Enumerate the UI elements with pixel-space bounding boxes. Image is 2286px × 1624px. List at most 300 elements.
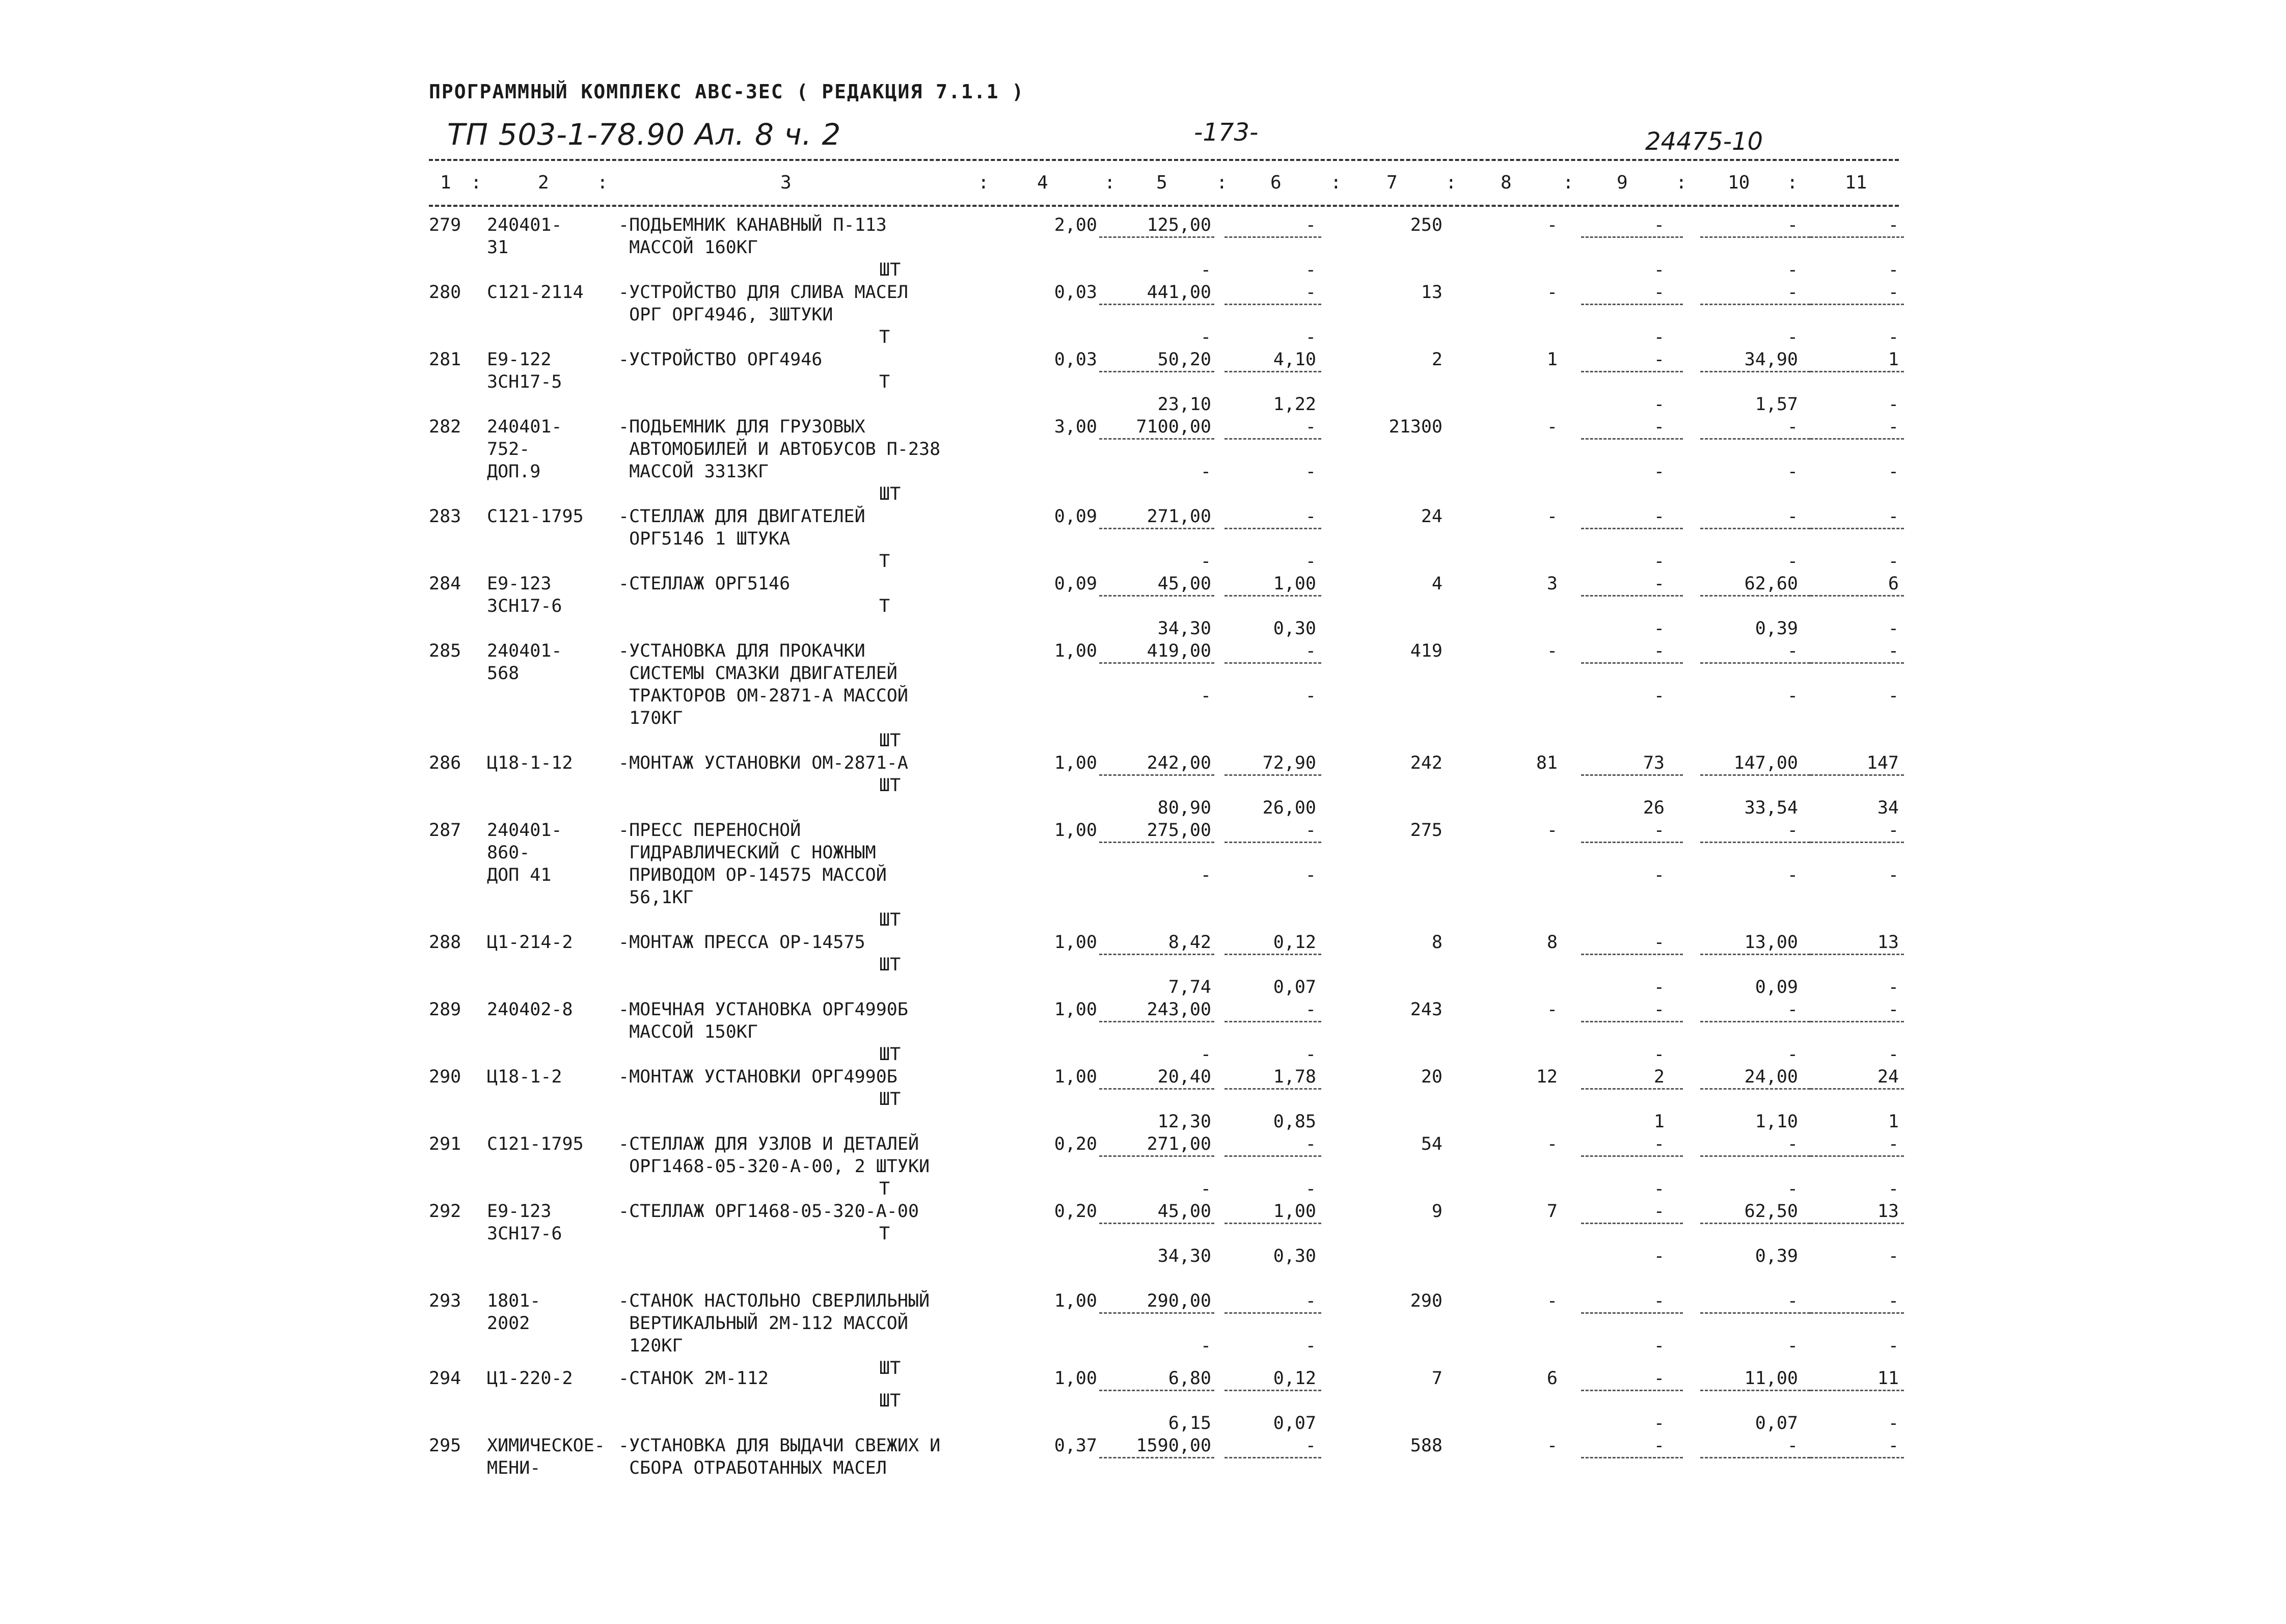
value-separator [1099,1223,1214,1224]
value-separator [1224,1021,1321,1022]
col10-value: - [1787,641,1798,661]
col11-value: - [1888,1291,1899,1311]
col5-value: 6,80 [1168,1368,1211,1389]
quantity: 0,09 [1054,506,1097,527]
unit-label: ШТ [879,1089,901,1109]
resource-name: -СТАНОК НАСТОЛЬНО СВЕРЛИЛЬНЫЙ ВЕРТИКАЛЬНЫЙ 2М-112 МАССОЙ 120КГ [618,1291,930,1356]
secondary-value: - [1787,462,1798,482]
column-separator: : [1330,172,1342,193]
column-number: 11 [1845,172,1867,193]
row-number: 287 [429,820,461,841]
column-number: 7 [1386,172,1398,193]
secondary-value: 0,30 [1273,618,1316,639]
secondary-value: - [1200,686,1211,706]
value-separator [1099,528,1214,529]
secondary-value: - [1305,865,1316,885]
value-separator [1581,1312,1683,1314]
col10-value: 62,50 [1744,1201,1798,1222]
value-separator [1810,595,1904,597]
row-number: 289 [429,999,461,1020]
value-separator [1810,1457,1904,1458]
column-number: 4 [1037,172,1048,193]
value-separator [1581,528,1683,529]
row-number: 294 [429,1368,461,1389]
col11-value: 6 [1888,574,1899,594]
unit-label: Т [879,372,890,392]
secondary-value: - [1305,551,1316,572]
value-separator [1224,236,1321,238]
unit-label: ШТ [879,955,901,975]
col8-value: - [1546,999,1558,1020]
quantity: 1,00 [1054,753,1097,773]
resource-code: С121-1795 [487,1134,584,1154]
quantity: 1,00 [1054,1067,1097,1087]
value-separator [1099,304,1214,305]
col7-value: 8 [1431,932,1443,953]
column-separator: : [1104,172,1115,193]
col7-value: 21300 [1389,417,1443,437]
secondary-value: - [1200,551,1211,572]
secondary-value: - [1305,1044,1316,1065]
value-separator [1810,1155,1904,1157]
resource-code: ХИМИЧЕСКОЕ- МЕНИ- [487,1436,605,1478]
value-separator [1700,1312,1810,1314]
resource-code: 240401- 860- ДОП 41 [487,820,562,885]
col6-value: - [1305,282,1316,303]
column-number: 5 [1156,172,1167,193]
column-number: 8 [1501,172,1512,193]
unit-label: Т [879,596,890,616]
secondary-value: 80,90 [1157,798,1211,818]
col9-value: - [1653,1134,1665,1154]
resource-name: -МОЕЧНАЯ УСТАНОВКА ОРГ4990Б МАССОЙ 150КГ [618,999,908,1042]
value-separator [1700,1021,1810,1022]
col7-value: 54 [1421,1134,1443,1154]
col5-value: 45,00 [1157,574,1211,594]
secondary-value: - [1888,618,1899,639]
secondary-value: - [1787,260,1798,280]
secondary-value: 0,07 [1273,1413,1316,1433]
resource-name: -ПОДЬЕМНИК ДЛЯ ГРУЗОВЫХ АВТОМОБИЛЕЙ И АВТОБУСОВ П-238 МАССОЙ 3313КГ [618,417,941,482]
row-number: 288 [429,932,461,953]
secondary-value: - [1653,1413,1665,1433]
col7-value: 242 [1410,753,1443,773]
col10-value: - [1787,215,1798,235]
secondary-value: - [1653,394,1665,415]
col5-value: 271,00 [1147,506,1211,527]
value-separator [1581,662,1683,664]
resource-name: -СТАНОК 2М-112 [618,1368,769,1389]
col9-value: - [1653,999,1665,1020]
secondary-value: 1 [1653,1112,1665,1132]
resource-code: Ц18-1-2 [487,1067,562,1087]
value-separator [1810,774,1904,776]
col9-value: - [1653,215,1665,235]
secondary-value: - [1200,260,1211,280]
secondary-value: - [1653,1336,1665,1356]
col7-value: 275 [1410,820,1443,841]
unit-label: ШТ [879,484,901,504]
col11-value: - [1888,820,1899,841]
col8-value: 3 [1546,574,1558,594]
resource-name: -ПОДЬЕМНИК КАНАВНЫЙ П-113 МАССОЙ 160КГ [618,215,887,258]
value-separator [1099,1088,1214,1090]
unit-label: ШТ [879,1044,901,1065]
value-separator [1099,954,1214,955]
value-separator [1224,304,1321,305]
value-separator [1581,236,1683,238]
col10-value: - [1787,417,1798,437]
value-separator [1700,595,1810,597]
value-separator [1810,1390,1904,1391]
col11-value: - [1888,641,1899,661]
col5-value: 290,00 [1147,1291,1211,1311]
header-rule-top [429,159,1899,161]
resource-code: Ц1-214-2 [487,932,573,953]
col8-value: - [1546,820,1558,841]
col10-value: - [1787,820,1798,841]
secondary-value: - [1888,394,1899,415]
secondary-value: - [1888,1413,1899,1433]
value-separator [1099,774,1214,776]
quantity: 1,00 [1054,641,1097,661]
col9-value: - [1653,282,1665,303]
secondary-value: - [1200,462,1211,482]
col8-value: - [1546,1436,1558,1456]
secondary-value: - [1653,551,1665,572]
secondary-value: 33,54 [1744,798,1798,818]
resource-name: -МОНТАЖ УСТАНОВКИ ОМ-2871-А [618,753,908,773]
col5-value: 7100,00 [1136,417,1211,437]
quantity: 1,00 [1054,1291,1097,1311]
col10-value: - [1787,1134,1798,1154]
value-separator [1581,1223,1683,1224]
col8-value: - [1546,1291,1558,1311]
secondary-value: 1,22 [1273,394,1316,415]
value-separator [1099,662,1214,664]
value-separator [1581,371,1683,372]
row-number: 293 [429,1291,461,1311]
col6-value: 1,78 [1273,1067,1316,1087]
value-separator [1224,662,1321,664]
value-separator [1581,304,1683,305]
value-separator [1581,774,1683,776]
secondary-value: - [1888,551,1899,572]
value-separator [1099,438,1214,440]
value-separator [1099,1155,1214,1157]
unit-label: Т [879,327,890,347]
col5-value: 1590,00 [1136,1436,1211,1456]
col7-value: 243 [1410,999,1443,1020]
quantity: 0,03 [1054,282,1097,303]
quantity: 1,00 [1054,820,1097,841]
value-separator [1224,371,1321,372]
col6-value: 0,12 [1273,932,1316,953]
column-numbers [429,172,1899,196]
secondary-value: - [1888,686,1899,706]
col9-value: - [1653,349,1665,370]
col6-value: - [1305,999,1316,1020]
secondary-value: - [1653,327,1665,347]
col9-value: - [1653,1368,1665,1389]
secondary-value: 26,00 [1262,798,1316,818]
col8-value: 7 [1546,1201,1558,1222]
unit-label: Т [879,551,890,572]
secondary-value: - [1200,327,1211,347]
col9-value: - [1653,932,1665,953]
col8-value: - [1546,282,1558,303]
col5-value: 275,00 [1147,820,1211,841]
col6-value: 1,00 [1273,574,1316,594]
unit-label: ШТ [879,1391,901,1411]
value-separator [1810,1021,1904,1022]
secondary-value: 1,10 [1755,1112,1798,1132]
col6-value: - [1305,641,1316,661]
resource-code: 240402-8 [487,999,573,1020]
secondary-value: - [1653,865,1665,885]
value-separator [1099,371,1214,372]
secondary-value: 1,57 [1755,394,1798,415]
col8-value: - [1546,417,1558,437]
resource-code: С121-2114 [487,282,584,303]
resource-name: -МОНТАЖ УСТАНОВКИ ОРГ4990Б [618,1067,897,1087]
value-separator [1224,528,1321,529]
secondary-value: - [1653,1044,1665,1065]
col9-value: - [1653,417,1665,437]
col6-value: - [1305,1134,1316,1154]
quantity: 1,00 [1054,932,1097,953]
project-code: ТП 503-1-78.90 Ал. 8 ч. 2 [447,117,841,152]
secondary-value: - [1787,551,1798,572]
quantity: 1,00 [1054,1368,1097,1389]
column-separator: : [978,172,989,193]
unit-label: ШТ [879,1358,901,1378]
value-separator [1224,774,1321,776]
column-separator: : [1446,172,1457,193]
column-number: 6 [1270,172,1282,193]
column-separator: : [1787,172,1798,193]
value-separator [1581,1088,1683,1090]
value-separator [1224,1155,1321,1157]
secondary-value: - [1200,1336,1211,1356]
col10-value: - [1787,1436,1798,1456]
secondary-value: - [1888,1246,1899,1266]
value-separator [1099,1390,1214,1391]
col11-value: 147 [1866,753,1899,773]
row-number: 290 [429,1067,461,1087]
secondary-value: - [1200,1044,1211,1065]
col8-value: 1 [1546,349,1558,370]
quantity: 3,00 [1054,417,1097,437]
column-number: 2 [538,172,549,193]
value-separator [1581,438,1683,440]
value-separator [1224,1457,1321,1458]
secondary-value: - [1787,327,1798,347]
resource-name: -СТЕЛЛАЖ ОРГ1468-05-320-А-00 [618,1201,919,1222]
program-header: ПРОГРАММНЫЙ КОМПЛЕКС АВС-3ЕС ( РЕДАКЦИЯ 7.1.1 ) [429,80,1025,103]
secondary-value: - [1653,1179,1665,1199]
value-separator [1700,1457,1810,1458]
row-number: 295 [429,1436,461,1456]
value-separator [1099,236,1214,238]
column-number: 10 [1728,172,1750,193]
resource-name: -УСТРОЙСТВО ОРГ4946 [618,349,823,370]
col6-value: - [1305,506,1316,527]
resource-name: -СТЕЛЛАЖ ДЛЯ ДВИГАТЕЛЕЙ ОРГ5146 1 ШТУКА [618,506,865,549]
value-separator [1581,1021,1683,1022]
col6-value: - [1305,1291,1316,1311]
secondary-value: - [1305,1179,1316,1199]
column-separator: : [1216,172,1228,193]
resource-code: 240401- 568 [487,641,562,684]
col11-value: 13 [1877,1201,1899,1222]
value-separator [1700,528,1810,529]
value-separator [1700,438,1810,440]
col11-value: 1 [1888,349,1899,370]
value-separator [1810,662,1904,664]
value-separator [1224,1223,1321,1224]
unit-label: ШТ [879,260,901,280]
col7-value: 419 [1410,641,1443,661]
value-separator [1224,1390,1321,1391]
row-number: 286 [429,753,461,773]
value-separator [1810,236,1904,238]
column-separator: : [471,172,482,193]
secondary-value: 7,74 [1168,977,1211,997]
estimate-table [429,214,1899,1487]
col9-value: - [1653,1201,1665,1222]
value-separator [1581,1155,1683,1157]
secondary-value: - [1787,686,1798,706]
value-separator [1581,954,1683,955]
resource-name: -СТЕЛЛАЖ ОРГ5146 [618,574,791,594]
column-number: 9 [1617,172,1628,193]
secondary-value: - [1305,327,1316,347]
secondary-value: 0,30 [1273,1246,1316,1266]
col5-value: 419,00 [1147,641,1211,661]
col10-value: - [1787,999,1798,1020]
col5-value: 125,00 [1147,215,1211,235]
quantity: 0,09 [1054,574,1097,594]
col9-value: - [1653,1291,1665,1311]
row-number: 284 [429,574,461,594]
unit-label: ШТ [879,910,901,930]
col8-value: - [1546,1134,1558,1154]
secondary-value: - [1888,1044,1899,1065]
unit-label: ШТ [879,730,901,751]
resource-name: -ПРЕСС ПЕРЕНОСНОЙ ГИДРАВЛИЧЕСКИЙ С НОЖНЫМ ПРИВОДОМ ОР-14575 МАССОЙ 56,1КГ [618,820,887,908]
secondary-value: - [1787,1179,1798,1199]
col5-value: 45,00 [1157,1201,1211,1222]
col7-value: 24 [1421,506,1443,527]
col7-value: 4 [1431,574,1443,594]
secondary-value: 0,39 [1755,1246,1798,1266]
value-separator [1810,1088,1904,1090]
col10-value: 147,00 [1733,753,1798,773]
value-separator [1700,304,1810,305]
row-number: 280 [429,282,461,303]
secondary-value: - [1305,260,1316,280]
value-separator [1700,371,1810,372]
col8-value: 6 [1546,1368,1558,1389]
resource-code: Ц1-220-2 [487,1368,573,1389]
value-separator [1810,1223,1904,1224]
col11-value: 24 [1877,1067,1899,1087]
col11-value: - [1888,1134,1899,1154]
secondary-value: 1 [1888,1112,1899,1132]
col6-value: - [1305,1436,1316,1456]
value-separator [1224,842,1321,843]
secondary-value: - [1653,260,1665,280]
col9-value: 73 [1643,753,1665,773]
value-separator [1099,1457,1214,1458]
value-separator [1700,1155,1810,1157]
resource-name: -УСТАНОВКА ДЛЯ ВЫДАЧИ СВЕЖИХ И СБОРА ОТРАБОТАННЫХ МАСЕЛ [618,1436,941,1478]
col9-value: - [1653,820,1665,841]
col5-value: 50,20 [1157,349,1211,370]
secondary-value: 6,15 [1168,1413,1211,1433]
col7-value: 588 [1410,1436,1443,1456]
col5-value: 242,00 [1147,753,1211,773]
quantity: 0,03 [1054,349,1097,370]
value-separator [1581,1457,1683,1458]
value-separator [1224,1088,1321,1090]
secondary-value: 0,09 [1755,977,1798,997]
quantity: 0,20 [1054,1201,1097,1222]
row-number: 279 [429,215,461,235]
col7-value: 290 [1410,1291,1443,1311]
col9-value: - [1653,1436,1665,1456]
resource-code: 1801- 2002 [487,1291,541,1334]
col6-value: 1,00 [1273,1201,1316,1222]
secondary-value: - [1653,462,1665,482]
col10-value: 11,00 [1744,1368,1798,1389]
value-separator [1810,304,1904,305]
col8-value: 81 [1536,753,1558,773]
col5-value: 243,00 [1147,999,1211,1020]
col5-value: 271,00 [1147,1134,1211,1154]
col9-value: - [1653,641,1665,661]
col9-value: 2 [1653,1067,1665,1087]
col6-value: 0,12 [1273,1368,1316,1389]
col10-value: 13,00 [1744,932,1798,953]
col9-value: - [1653,574,1665,594]
col8-value: 12 [1536,1067,1558,1087]
unit-label: Т [879,1179,890,1199]
value-separator [1810,528,1904,529]
col10-value: - [1787,506,1798,527]
value-separator [1700,774,1810,776]
secondary-value: 34 [1877,798,1899,818]
col5-value: 20,40 [1157,1067,1211,1087]
col10-value: 62,60 [1744,574,1798,594]
col8-value: - [1546,506,1558,527]
col7-value: 250 [1410,215,1443,235]
secondary-value: - [1888,462,1899,482]
secondary-value: - [1200,865,1211,885]
secondary-value: 0,07 [1755,1413,1798,1433]
col11-value: - [1888,999,1899,1020]
col10-value: - [1787,1291,1798,1311]
secondary-value: 0,07 [1273,977,1316,997]
value-separator [1224,954,1321,955]
resource-code: 240401- 752- ДОП.9 [487,417,562,482]
column-number: 3 [780,172,792,193]
secondary-value: 23,10 [1157,394,1211,415]
secondary-value: - [1305,1336,1316,1356]
value-separator [1700,1390,1810,1391]
col11-value: - [1888,506,1899,527]
